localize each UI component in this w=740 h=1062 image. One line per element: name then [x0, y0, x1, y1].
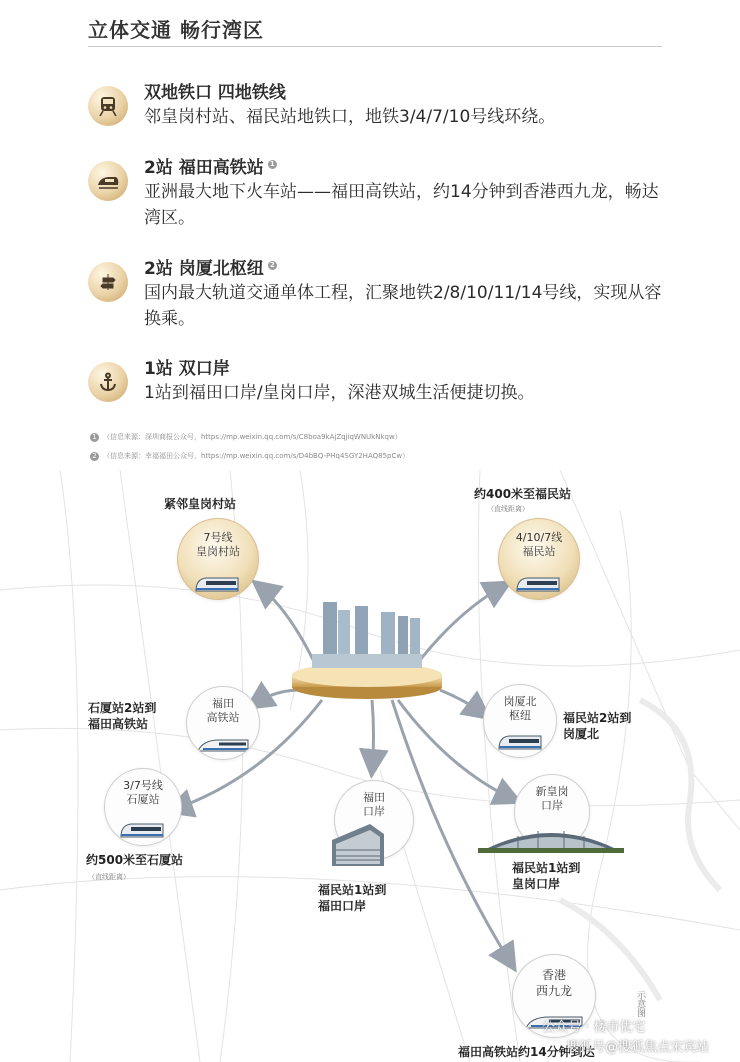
feature-title-text: 2站 岗厦北枢纽: [144, 259, 264, 279]
title-divider: [88, 46, 662, 47]
port-building-icon: [478, 822, 624, 854]
diagram-note: 示意图: [635, 990, 645, 1017]
label-fumin-sub: （直线距离）: [487, 505, 529, 513]
source-text: （信息来源：幸福福田公众号，https://mp.weixin.qq.com/s/D4bBQ-PHq4SGY2HAQ85pCw）: [103, 452, 410, 460]
hub-sign-icon: [88, 262, 128, 302]
station-text: 新皇岗 口岸: [535, 785, 569, 812]
port-building-icon: [330, 820, 386, 868]
feature-title-text: 2站 福田高铁站: [144, 158, 264, 178]
label-huanggang-port: 福民站1站到 皇岗口岸: [512, 861, 581, 891]
station-huanggangcun: [177, 518, 259, 600]
station-text: 福田 高铁站: [206, 697, 240, 724]
label-huanggangcun: 紧邻皇岗村站: [164, 497, 237, 511]
source-note-1: [90, 432, 402, 442]
footnote-marker: 2: [268, 261, 277, 270]
transport-map: [0, 470, 740, 1062]
project-buildings: [292, 602, 442, 699]
station-text: 岗厦北 枢纽: [503, 695, 537, 722]
label-gangxiabei: 福民站2站到 岗厦北: [563, 711, 632, 741]
train-front-icon: [88, 86, 128, 126]
label-fumin: 约400米至福民站: [474, 487, 572, 501]
feature-title: [144, 254, 277, 279]
station-text: 香港 西九龙: [535, 968, 572, 998]
feature-desc: 邻皇岗村站、福民站地铁口，地铁3/4/7/10号线环绕。: [144, 107, 556, 127]
source-text: （信息来源：深圳商报公众号，https://mp.weixin.qq.com/s/C8boa9kAjZqjiqWNUkNkqw）: [103, 433, 402, 441]
watermark-sohu: 搜狐号@搜狐焦点宋宾站: [566, 1040, 710, 1055]
anchor-icon: [88, 362, 128, 402]
feature-title: [144, 153, 277, 178]
station-text: 3/7号线 石厦站: [123, 779, 163, 806]
station-gangxiabei: [483, 684, 557, 758]
high-speed-train-icon: [197, 736, 249, 754]
watermark-account: 公众号 · 楼市优宅: [542, 1020, 646, 1035]
station-futian-hsr: [186, 686, 260, 760]
station-text: 福田 口岸: [363, 791, 385, 818]
station-text: 4/10/7线 福民站: [515, 531, 563, 558]
station-fumin: [498, 518, 580, 600]
label-futian-hsr: 石厦站2站到 福田高铁站: [88, 701, 157, 731]
footnote-marker: 2: [90, 452, 99, 461]
footnote-marker: 1: [90, 433, 99, 442]
source-note-2: [90, 451, 409, 461]
metro-train-icon: [497, 733, 543, 751]
metro-train-icon: [515, 575, 561, 593]
feature-desc: 1站到福田口岸/皇岗口岸，深港双城生活便捷切换。: [144, 383, 535, 403]
label-shixia-sub: （直线距离）: [88, 873, 130, 881]
label-west-kowloon: 福田高铁站约14分钟到达: [458, 1045, 595, 1059]
footnote-marker: 1: [268, 160, 277, 169]
station-text: 7号线 皇岗村站: [196, 531, 240, 558]
high-speed-rail-icon: [88, 161, 128, 201]
metro-train-icon: [119, 821, 165, 839]
station-shixia: [104, 768, 182, 846]
metro-train-icon: [194, 575, 240, 593]
label-futian-port: 福民站1站到 福田口岸: [318, 883, 387, 913]
feature-desc: 亚洲最大地下火车站——福田高铁站，约14分钟到香港西九龙，畅达湾区。: [144, 182, 659, 228]
page-title: 立体交通 畅行湾区: [88, 18, 264, 42]
label-shixia: 约500米至石厦站: [86, 853, 184, 867]
feature-desc: 国内最大轨道交通单体工程，汇聚地铁2/8/10/11/14号线，实现从容换乘。: [144, 283, 662, 329]
feature-title: 1站 双口岸: [144, 359, 230, 379]
map-background: [0, 470, 740, 1062]
feature-title: 双地铁口 四地铁线: [144, 83, 286, 103]
